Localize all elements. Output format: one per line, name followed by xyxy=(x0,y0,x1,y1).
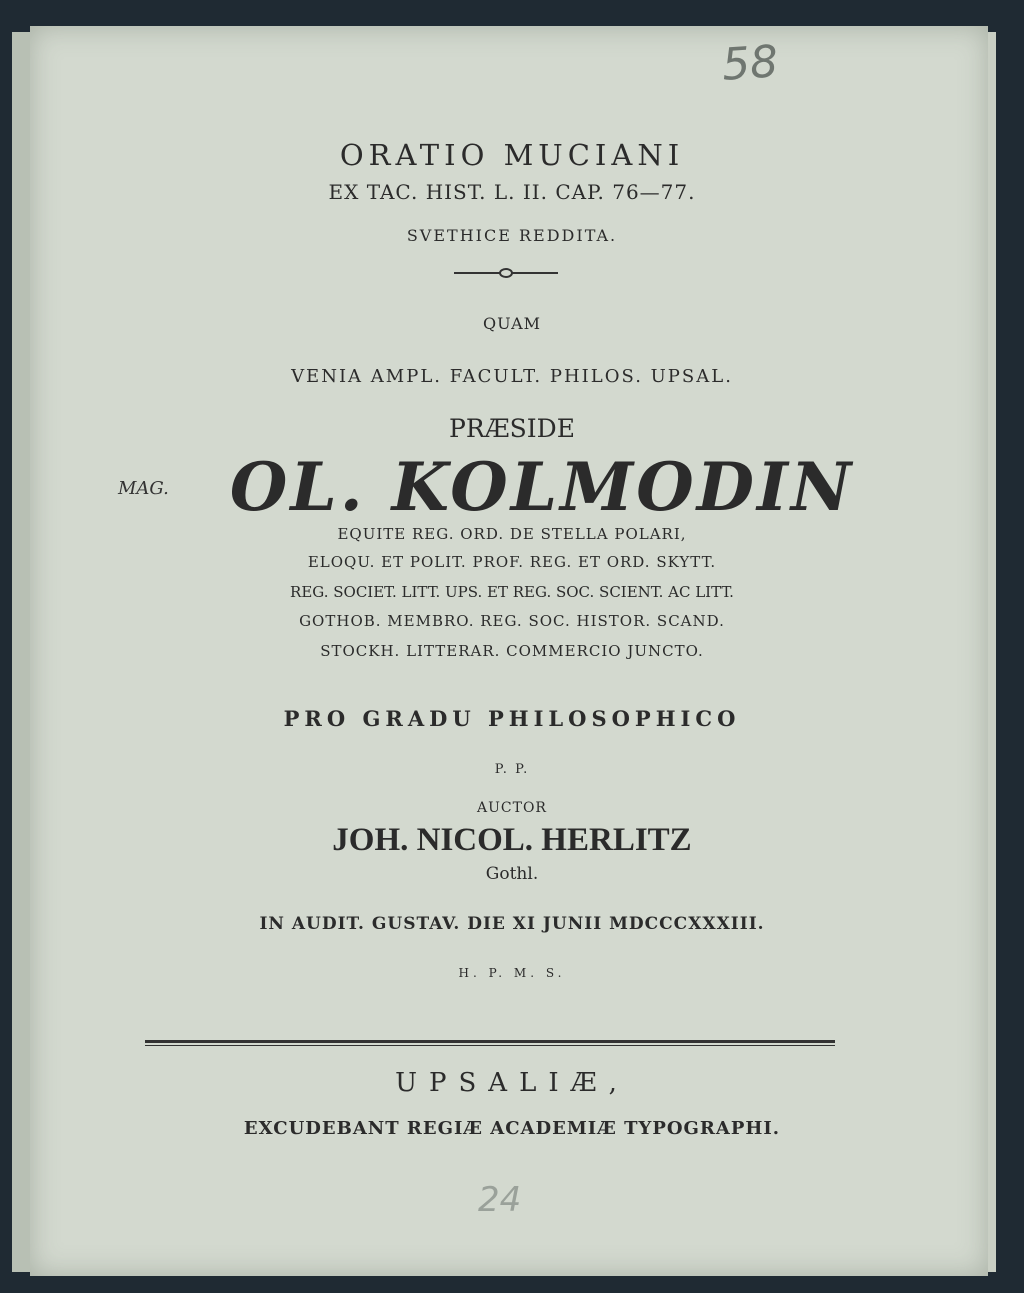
president-name: OL. KOLMODIN xyxy=(229,448,855,526)
mag-prefix: MAG. xyxy=(118,478,169,499)
date-line: IN AUDIT. GUSTAV. DIE XI JUNII MDCCCXXXIII. xyxy=(259,914,765,934)
ornamental-divider xyxy=(452,266,560,280)
author-origin: Gothl. xyxy=(485,864,539,884)
credential-line: GOTHOB. MEMBRO. REG. SOC. HISTOR. SCAND. xyxy=(299,612,725,630)
place-of-printing: UPSALIÆ, xyxy=(395,1068,629,1098)
pp-label: P. P. xyxy=(494,762,530,777)
credential-line: ELOQU. ET POLIT. PROF. REG. ET ORD. SKYTT. xyxy=(307,553,717,571)
praeside-label: PRÆSIDE xyxy=(449,414,575,443)
translation-note: SVETHICE REDDITA. xyxy=(406,226,618,245)
page-number-handwritten: 58 xyxy=(720,36,780,91)
credential-line: STOCKH. LITTERAR. COMMERCIO JUNCTO. xyxy=(320,642,704,660)
pro-gradu-line: PRO GRADU PHILOSOPHICO xyxy=(283,706,741,731)
title: ORATIO MUCIANI xyxy=(339,138,685,172)
source-reference: EX TAC. HIST. L. II. CAP. 76—77. xyxy=(328,180,696,204)
author-name: JOH. NICOL. HERLITZ xyxy=(332,822,692,858)
double-rule-top xyxy=(145,1040,835,1043)
credential-line: REG. SOCIET. LITT. UPS. ET REG. SOC. SCIENT. AC LITT. xyxy=(290,583,734,601)
quam-label: QUAM xyxy=(482,314,542,333)
bottom-handwritten-mark: 24 xyxy=(478,1180,522,1220)
auctor-label: AUCTOR xyxy=(477,800,547,816)
double-rule-bottom xyxy=(145,1045,835,1046)
venia-line: VENIA AMPL. FACULT. PHILOS. UPSAL. xyxy=(291,366,733,387)
printer-line: EXCUDEBANT REGIÆ ACADEMIÆ TYPOGRAPHI. xyxy=(243,1118,781,1139)
hpms-line: H. P. M. S. xyxy=(458,966,566,980)
credential-line: EQUITE REG. ORD. DE STELLA POLARI, xyxy=(337,525,687,543)
